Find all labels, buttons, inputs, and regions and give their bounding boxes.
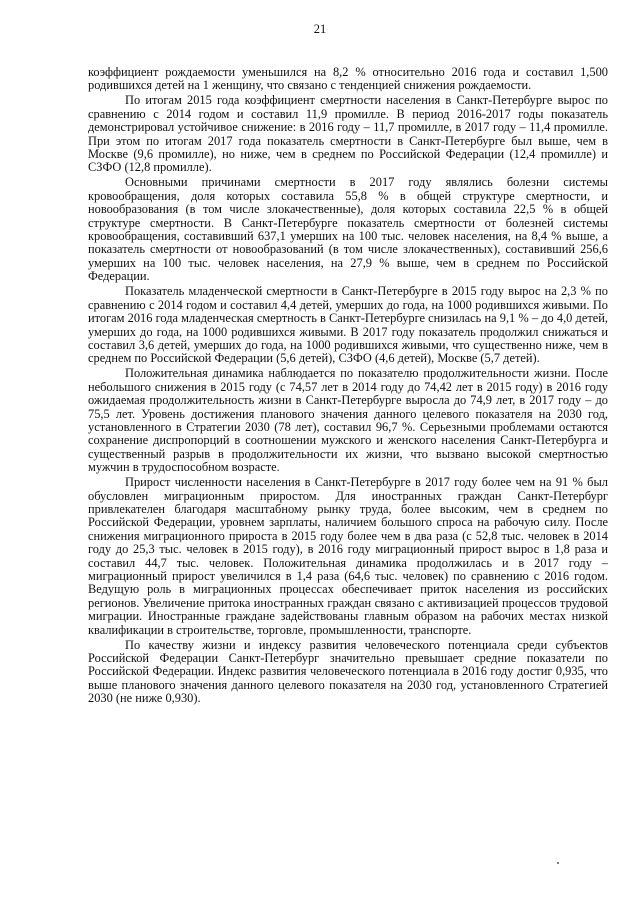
page-number: 21: [313, 22, 327, 36]
paragraph-human-development: По качеству жизни и индексу развития человеческого потенциала среди субъектов Российской Федерации Санкт-Петербург значительно превышает средние показатели по Российской Федерации. Индекс развития человеческого потенциала в 2016 году достиг 0,935, что выше планового значения данного целевого показателя на 2030 год, установленного Стратегией 2030 (не ниже 0,930).: [88, 637, 608, 706]
paragraph-birth-rate-continuation: коэффициент рождаемости уменьшился на 8,2 % относительно 2016 года и составил 1,500 родившихся детей на 1 женщину, что связано с тенденцией снижения рождаемости.: [88, 65, 608, 93]
paragraph-infant-mortality: Показатель младенческой смертности в Санкт-Петербурге в 2015 году вырос на 2,3 % по сравнению с 2014 годом и составил 4,4 детей, умерших до года, на 1000 родившихся живыми. По итогам 2016 года младенческая смертность в Санкт-Петербурге снизилась на 9,1 % – до 4,0 детей, умерших до года, на 1000 родившихся живыми. В 2017 году показатель продолжил снижаться и составил 3,6 детей, умерших до года, на 1000 родившихся живыми, что существенно ниже, чем в среднем по Российской Федерации (5,6 детей), СЗФО (4,6 детей), Москве (5,7 детей).: [88, 284, 608, 366]
paragraph-migration: Прирост численности населения в Санкт-Петербурге в 2017 году более чем на 91 % был обусловлен миграционным приростом. Для иностранных граждан Санкт-Петербург привлекателен благодаря масштабному рынку труда, более высоким, чем в среднем по Российской Федерации, уровнем зарплаты, наличием большого спроса на рабочую силу. После снижения миграционного прироста в 2015 году более чем в два раза (с 52,8 тыс. человек в 2014 году до 25,3 тыс. человек в 2015 году), в 2016 году миграционный прирост вырос в 1,8 раза и составил 44,7 тыс. человек. Положительная динамика продолжилась и в 2017 году – миграционный прирост увеличился в 1,4 раза (64,6 тыс. человек) по сравнению с 2016 годом. Ведущую роль в миграционных процессах обеспечивает приток населения из российских регионов. Увеличение притока иностранных граждан связано с активизацией процессов трудовой миграции. Иностранные граждане задействованы главным образом на рабочих местах низкой квалификации в строительстве, торговле, промышленности, транспорте.: [88, 475, 608, 637]
document-body: [88, 66, 608, 707]
paragraph-life-expectancy: Положительная динамика наблюдается по показателю продолжительности жизни. После небольшого снижения в 2015 году (с 74,57 лет в 2014 году до 74,42 лет в 2015 году) в 2016 году ожидаемая продолжительность жизни в Санкт-Петербурге выросла до 74,9 лет, в 2017 году – до 75,5 лет. Уровень достижения планового значения данного целевого показателя на 2030 год, установленного в Стратегии 2030 (78 лет), составил 96,7 %. Серьезными проблемами остаются сохранение диспропорций в соотношении мужского и женского населения Санкт-Петербурга и существенный разрыв в продолжительности их жизни, что вызвано высокой смертностью мужчин в трудоспособном возрасте.: [88, 366, 608, 475]
paragraph-mortality-rate: По итогам 2015 года коэффициент смертности населения в Санкт-Петербурге вырос по сравнению с 2014 годом и составил 11,9 промилле. В период 2016-2017 годы показатель демонстрировал устойчивое снижение: в 2016 году – 11,7 промилле, в 2017 году – 11,4 промилле. При этом по итогам 2017 года показатель смертности в Санкт-Петербурге был выше, чем в Москве (9,6 промилле), но ниже, чем в среднем по Российской Федерации (12,4 промилле) и СЗФО (12,8 промилле).: [88, 93, 608, 175]
scan-speck: [557, 862, 559, 864]
paragraph-causes-of-death: Основными причинами смертности в 2017 году являлись болезни системы кровообращения, доля которых составила 55,8 % в общей структуре смертности, и новообразования (в том числе злокачественные), доля которых составила 22,5 % в общей структуре смертности. В Санкт-Петербурге показатель смертности от болезней системы кровообращения, составивший 637,1 умерших на 100 тыс. человек населения, на 8,4 % выше, а показатель смертности от новообразований (в том числе злокачественных), составивший 256,6 умерших на 100 тыс. человек населения, на 27,9 % выше, чем в среднем по Российской Федерации.: [88, 175, 608, 284]
